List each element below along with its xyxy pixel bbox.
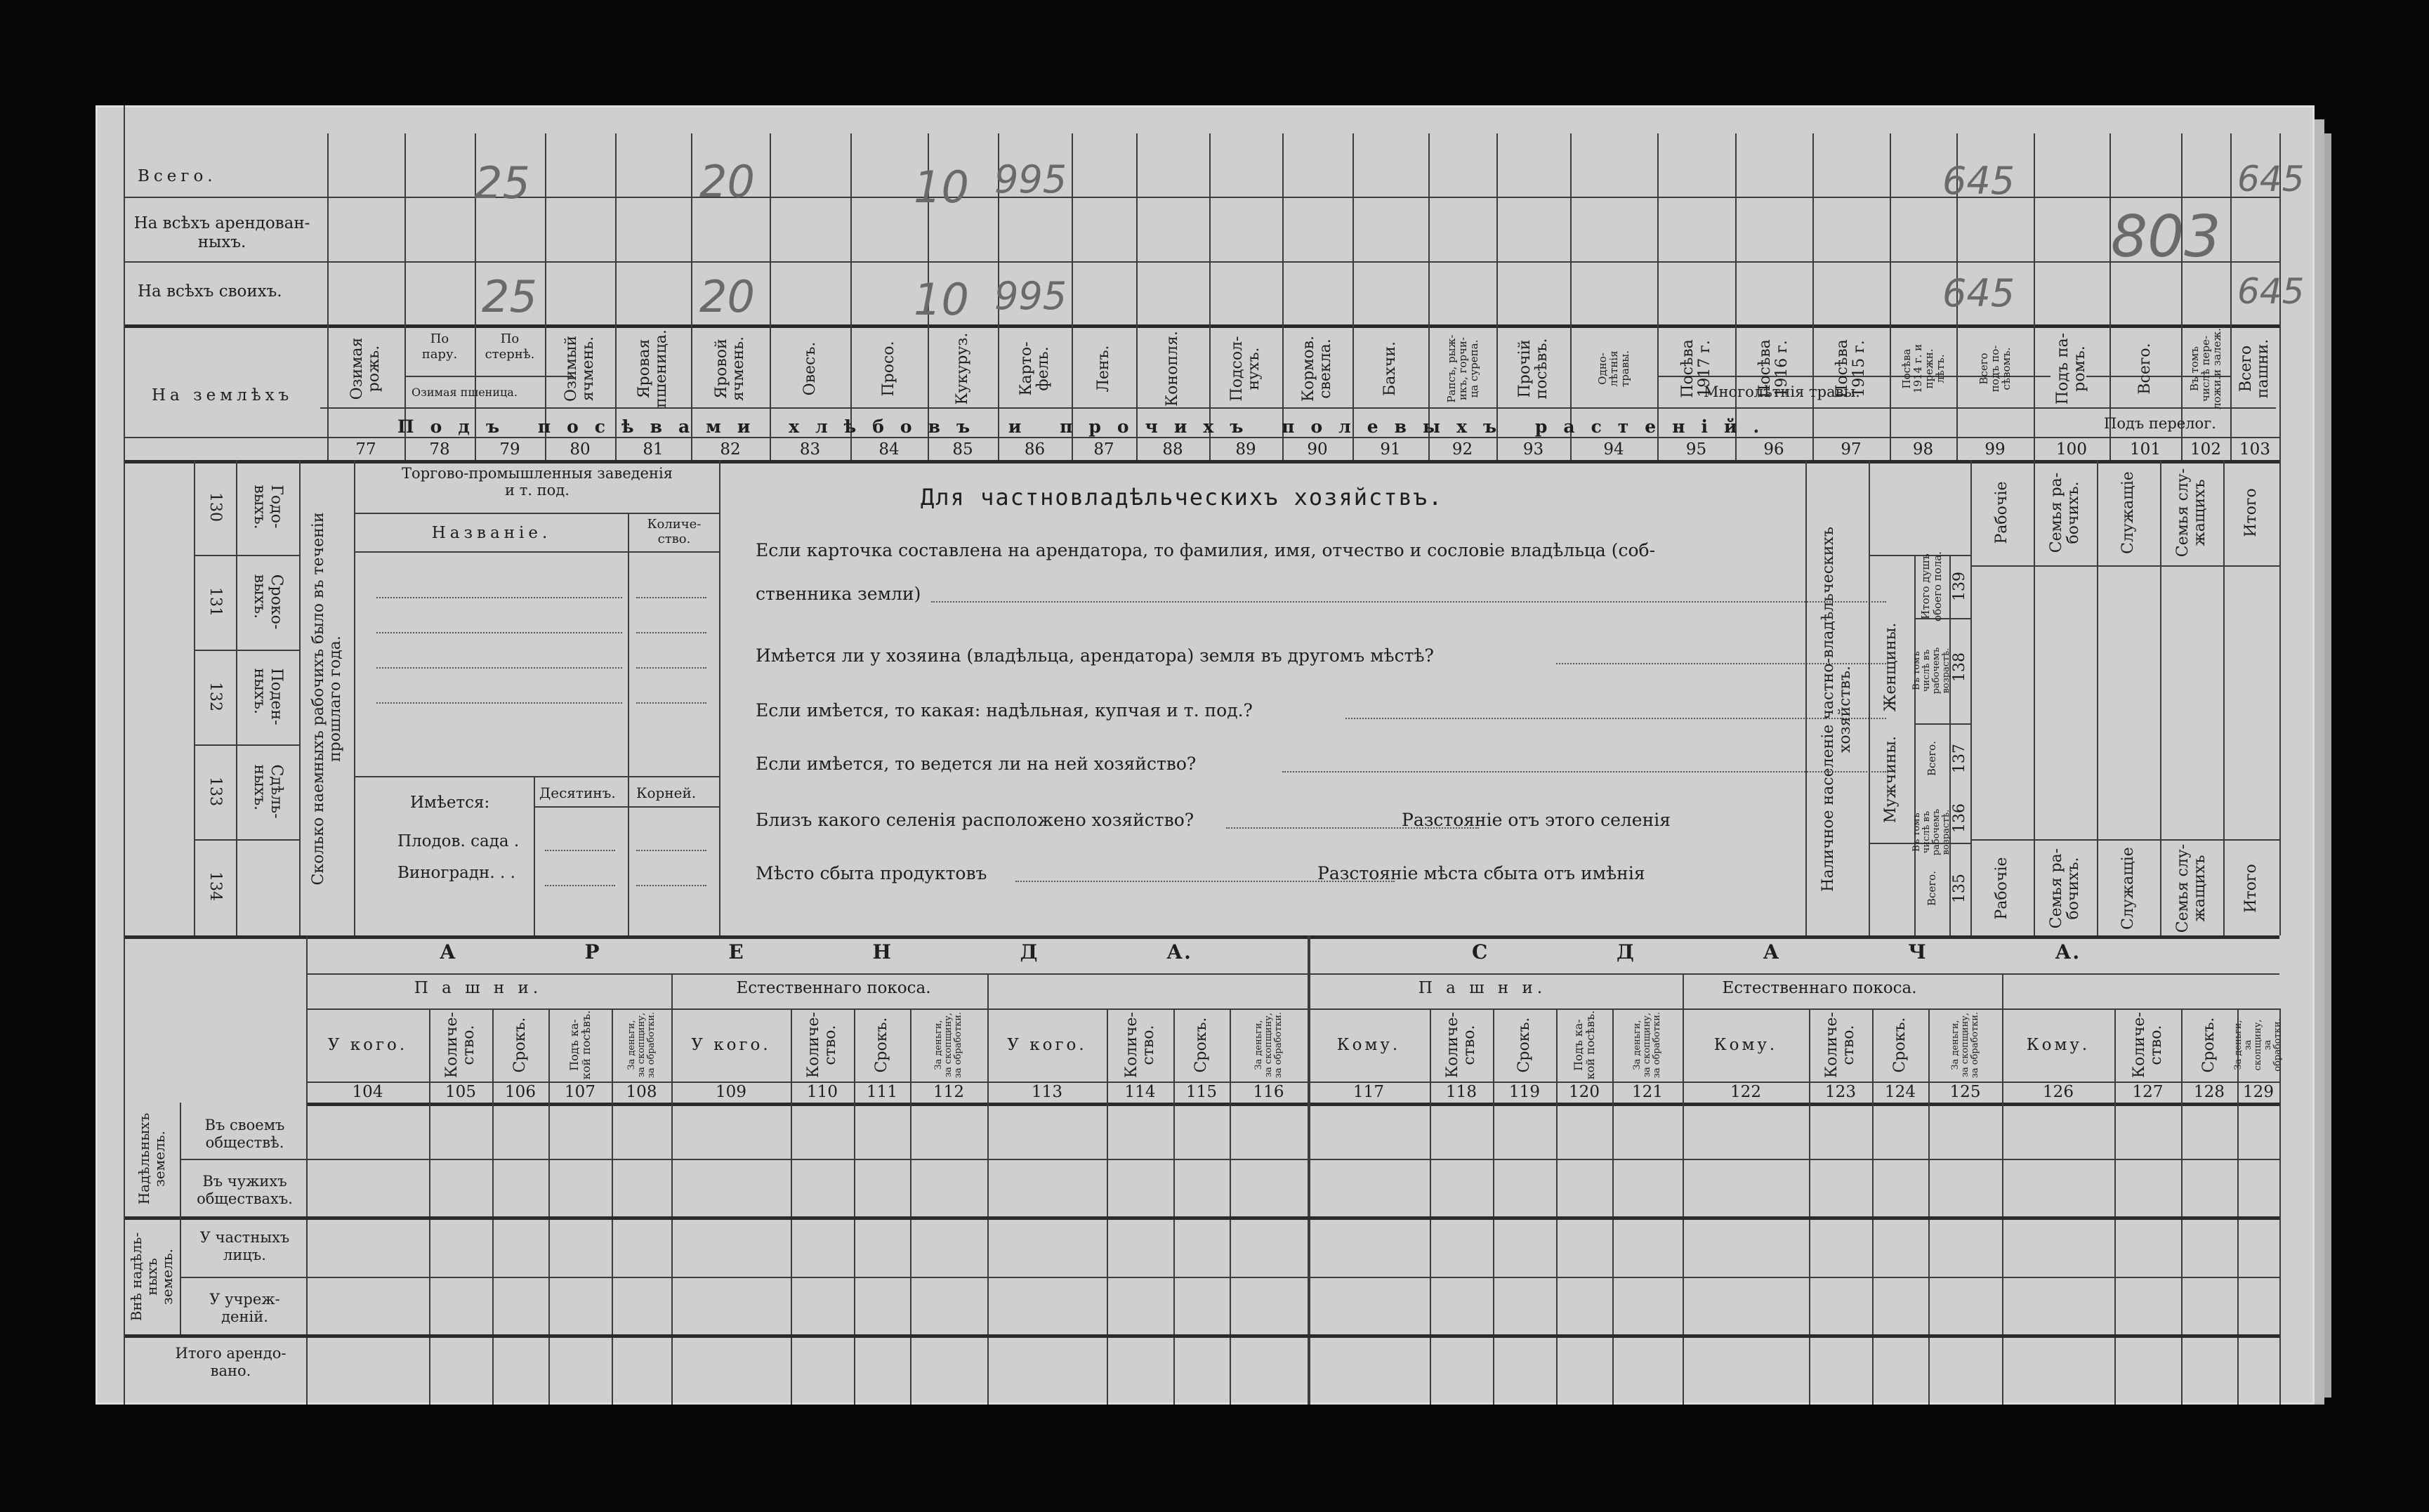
lease-col-label: За деньги, за скопщину, за обработки. — [2233, 1018, 2283, 1072]
sowing-col-num: 92 — [1452, 440, 1473, 459]
sowing-col-num: 84 — [878, 440, 900, 459]
sowing-col-num: 86 — [1024, 440, 1046, 459]
trade-orchards: Плодов. сада . — [397, 832, 520, 850]
lease-row-label: Въ своемъ обществѣ. — [204, 1117, 285, 1151]
lease-col-num: 121 — [1632, 1083, 1663, 1101]
private-q1: Если карточка составлена на арендатора, то фамилия, имя, отчество и сословіе владѣльца (соб- — [756, 540, 1656, 560]
hired-row-label: Сроко- выхъ. — [251, 574, 285, 630]
sowing-col-label: Всего. — [2136, 343, 2154, 395]
hired-row-label: Сдѣль- ныхъ. — [251, 764, 285, 819]
lease-col-num: 108 — [626, 1083, 657, 1101]
pop-w-total: Всего. — [1926, 741, 1938, 776]
trade-has-label: Имѣется: — [410, 794, 490, 812]
hw-own-81: 20 — [699, 271, 755, 322]
lease-col-label: У кого. — [691, 1036, 771, 1054]
lease-col-label: Кому. — [1713, 1036, 1778, 1054]
lease-row-label: У учреж- деній. — [209, 1291, 280, 1325]
row-label-own: На всѣхъ своихъ. — [138, 282, 282, 301]
private-farms-title: Для частновладѣльческихъ хозяйствъ. — [921, 484, 1444, 511]
sowing-col-num: 95 — [1685, 440, 1707, 459]
hw-own-85: 10 — [914, 274, 969, 325]
sowing-col-label: Одно- лѣтнiя травы. — [1596, 350, 1631, 387]
sowing-col-num: 89 — [1235, 440, 1256, 459]
sowing-col-label: Прочiй посѣвъ. — [1515, 338, 1551, 400]
hw-rented-101: 803 — [2111, 204, 2221, 270]
pop-cat-top: Служащiе — [2119, 471, 2137, 554]
pod-perelog: Подъ перелог. — [2104, 415, 2216, 432]
sowing-col-label: Посѣва 1915 г. — [1834, 339, 1868, 398]
hired-row-num: 133 — [206, 777, 224, 806]
lease-col-label: Подъ ка- кой посѣвъ. — [1572, 1010, 1597, 1080]
sowing-col-label: Посѣва 1914 г. и прежн. лѣтъ. — [1900, 343, 1947, 394]
pop-cat-bottom: Итого — [2242, 864, 2260, 913]
group-non-nadel: Внѣ надѣль- ныхъ земель. — [128, 1232, 176, 1322]
hw-own-103: 645 — [2237, 271, 2305, 312]
sowing-col-label: Подсол- нухъ. — [1228, 336, 1263, 402]
private-q6: Мѣсто сбыта продуктовъ — [756, 863, 987, 883]
hw-own-79: 25 — [482, 271, 537, 322]
lease-col-num: 105 — [445, 1083, 476, 1101]
sowing-col-num: 90 — [1307, 440, 1328, 459]
group-nadel: Надѣльныхъ земель. — [136, 1112, 168, 1205]
sowing-col-label: Озимая рожь. — [348, 337, 383, 400]
sowing-col-label: Кукуруз. — [954, 332, 971, 405]
lease-col-num: 124 — [1885, 1083, 1916, 1101]
lease-col-num: 112 — [933, 1083, 964, 1101]
private-q1b: ственника земли) — [756, 584, 921, 604]
trade-qty-col: Количе- ство. — [647, 517, 702, 546]
trade-vineyards: Виноградн. . . — [397, 864, 515, 882]
lease-col-label: Количе- ство. — [1444, 1012, 1478, 1078]
lease-col-label: Срокъ. — [511, 1017, 529, 1073]
lease-col-label: Кому. — [2026, 1036, 2091, 1054]
sowing-col-num: 100 — [2056, 440, 2087, 459]
lease-col-num: 110 — [807, 1083, 838, 1101]
lease-col-num: 117 — [1353, 1083, 1384, 1101]
ozimaya-pshenitsa: Озимая пшеница. — [412, 386, 518, 399]
lease-col-label: Кому. — [1336, 1036, 1401, 1054]
lease-col-label: Количе- ство. — [1823, 1012, 1857, 1078]
lease-col-label: Срокъ. — [1192, 1017, 1210, 1073]
pop-num138: 138 — [1951, 652, 1968, 682]
sowing-col-num: 98 — [1912, 440, 1934, 459]
trade-desyatin: Десятинъ. — [539, 784, 616, 801]
arenda-pokos: Естественнаго покоса. — [736, 979, 931, 997]
private-q2: Имѣется ли у хозяина (владѣльца, арендатора) земля въ другомъ мѣстѣ? — [756, 645, 1434, 666]
hired-row-label: Поден- ныхъ. — [251, 668, 285, 725]
population-side-label: Наличное населеніе частно-владѣльческихъ хозяйствъ. — [1819, 527, 1854, 892]
sowing-col-num: 80 — [570, 440, 591, 459]
sowing-col-num: 85 — [952, 440, 973, 459]
sowing-col-num: 87 — [1093, 440, 1114, 459]
sowing-col-num: 91 — [1380, 440, 1401, 459]
sowing-col-num: 81 — [643, 440, 664, 459]
sowing-col-label: Конопля. — [1164, 331, 1181, 407]
hw-total-99: 645 — [1942, 159, 2015, 203]
arenda-title: А Р Е Н Д А. — [440, 940, 1192, 964]
hired-row-num: 130 — [206, 492, 224, 522]
lease-col-num: 109 — [716, 1083, 746, 1101]
hw-total-79: 25 — [475, 157, 530, 209]
trade-name-col: Названіе. — [431, 524, 552, 542]
sowing-col-num: 102 — [2190, 440, 2221, 459]
lease-col-num: 119 — [1509, 1083, 1540, 1101]
sowing-col-num: 103 — [2239, 440, 2270, 459]
lease-col-label: Количе- ство. — [2130, 1012, 2165, 1078]
pop-m-total: Всего. — [1926, 871, 1938, 906]
lease-col-num: 122 — [1730, 1083, 1761, 1101]
pop-cat-top: Семья слу- жащихъ — [2174, 468, 2209, 558]
sowing-col-num: 99 — [1984, 440, 2006, 459]
pop-cat-top: Итого — [2242, 488, 2260, 537]
sowing-col-label: Яровой ячмень. — [713, 336, 747, 402]
sowing-col-label: Всего подъ по- сѣвомъ. — [1977, 345, 2013, 393]
private-q5b: Разстояніе отъ этого селенія — [1402, 810, 1671, 830]
hw-total-85: 10 — [914, 162, 969, 213]
sowing-col-num: 101 — [2130, 440, 2161, 459]
sowing-col-label: Посѣва 1917 г. — [1678, 339, 1713, 398]
hired-row-num: 131 — [206, 587, 224, 617]
private-q6b: Разстояніе мѣста сбыта отъ имѣнія — [1317, 863, 1645, 883]
sowing-col-label: Ленъ. — [1095, 345, 1112, 393]
lease-col-num: 107 — [565, 1083, 595, 1101]
sowing-band: Подъ посѣвами хлѣбовъ и прочихъ полевыхъ растеній. — [397, 416, 1776, 437]
lease-col-num: 113 — [1032, 1083, 1062, 1101]
lease-col-label: Количе- ство. — [805, 1012, 839, 1078]
pop-num137: 137 — [1951, 744, 1968, 773]
sdacha-pokos: Естественнаго покоса. — [1722, 979, 1917, 997]
sowing-col-num: 77 — [355, 440, 376, 459]
sowing-col-num: 79 — [499, 440, 520, 459]
pop-m-incl: Въ томъ числѣ въ рабочемъ возрастѣ. — [1911, 808, 1951, 856]
lease-col-label: У кого. — [1007, 1036, 1087, 1054]
row-label-total: Всего. — [138, 167, 217, 185]
pop-men: Мужчины. — [1882, 735, 1900, 824]
hw-own-99: 645 — [1942, 271, 2015, 315]
lease-col-label: Срокъ. — [1515, 1017, 1533, 1073]
lease-col-num: 114 — [1124, 1083, 1156, 1101]
lease-row-label: Итого арендо- вано. — [175, 1345, 287, 1379]
arenda-pashni: П а ш н и. — [414, 979, 543, 997]
hw-total-103: 645 — [2237, 159, 2305, 199]
hired-row-num: 132 — [206, 682, 224, 711]
sowing-col-label: Посѣва 1916 г. — [1756, 339, 1791, 398]
lease-col-num: 116 — [1253, 1083, 1284, 1101]
hw-total-86: 995 — [994, 157, 1067, 202]
hired-row-num: 134 — [206, 872, 224, 901]
sowing-col-label: Кормов. свекла. — [1300, 335, 1334, 402]
lease-row-label: Въ чужихъ обществахъ. — [197, 1173, 293, 1207]
row-label-lands: На землѣхъ — [152, 386, 294, 405]
lease-col-label: За деньги, за скопщину, за обработки. — [626, 1011, 657, 1079]
lease-col-label: За деньги, за скопщину, за обработки. — [1632, 1011, 1662, 1079]
lease-col-num: 106 — [505, 1083, 536, 1101]
sowing-col-num: 97 — [1841, 440, 1862, 459]
row-label-rented: На всѣхъ арендован- ныхъ. — [133, 214, 310, 251]
pop-num136: 136 — [1951, 803, 1968, 833]
sowing-col-label: Озимый ячмень. — [562, 336, 597, 402]
sowing-col-num: 93 — [1522, 440, 1544, 459]
sowing-col-label: По стернѣ. — [485, 331, 535, 362]
sdacha-pashni: П а ш н и. — [1418, 979, 1547, 997]
lease-col-num: 115 — [1186, 1083, 1217, 1101]
pop-cat-bottom: Семья слу- жащихъ — [2174, 843, 2209, 933]
hired-side-label: Сколько наемныхъ рабочихъ было въ теченiи прошлаго года. — [310, 512, 344, 886]
lease-col-label: За деньги, за скопщину, за обработки. — [933, 1011, 963, 1079]
lease-row-label: У частныхъ лицъ. — [199, 1229, 290, 1263]
lease-col-num: 120 — [1569, 1083, 1600, 1101]
pop-cat-top: Семья ра- бочихъ. — [2048, 472, 2082, 553]
lease-col-label: Количе- ство. — [443, 1012, 478, 1078]
pop-itogo-dush: Итого душъ обоего пола. — [1919, 551, 1944, 622]
sowing-col-label: Подъ па- ромъ. — [2054, 332, 2088, 405]
sowing-col-label: Всего пашни. — [2237, 338, 2272, 399]
lease-col-num: 111 — [867, 1083, 897, 1101]
sowing-col-label: Овесъ. — [801, 341, 819, 396]
pop-num135: 135 — [1951, 874, 1968, 903]
private-q3: Если имѣется, то какая: надѣльная, купчая и т. под.? — [756, 700, 1253, 721]
lease-col-label: Срокъ. — [1891, 1017, 1909, 1073]
hired-row-label: Годо- выхъ. — [251, 485, 285, 530]
lease-col-label: Срокъ. — [2200, 1017, 2218, 1073]
trade-title: Торгово-промышленныя заведенія и т. под. — [402, 465, 673, 499]
private-q5: Близъ какого селенія расположено хозяйство? — [756, 810, 1194, 830]
lease-col-label: За деньги, за скопщину, за обработки. — [1253, 1011, 1284, 1079]
lease-col-num: 127 — [2132, 1083, 2164, 1101]
trade-korney: Корней. — [636, 784, 697, 801]
lease-col-label: Подъ ка- кой посѣвъ. — [567, 1010, 593, 1080]
pop-cat-bottom: Семья ра- бочихъ. — [2048, 848, 2082, 929]
lease-col-num: 129 — [2243, 1083, 2274, 1101]
lease-col-label: За деньги, за скопщину, за обработки. — [1949, 1011, 1980, 1079]
pop-cat-bottom: Рабочiе — [1993, 857, 2010, 920]
sowing-col-num: 94 — [1603, 440, 1624, 459]
lease-col-num: 123 — [1825, 1083, 1856, 1101]
sowing-col-num: 78 — [429, 440, 450, 459]
sowing-col-label: По пару. — [421, 331, 458, 362]
sdacha-title: С Д А Ч А. — [1472, 940, 2081, 964]
lease-col-label: Срокъ. — [873, 1017, 890, 1073]
sowing-col-label: Бахчи. — [1381, 341, 1399, 396]
sowing-col-num: 82 — [720, 440, 741, 459]
pop-cat-top: Рабочiе — [1993, 481, 2010, 544]
pop-cat-bottom: Служащiе — [2119, 847, 2137, 930]
sowing-col-label: Просо. — [880, 341, 897, 397]
pop-num139: 139 — [1951, 572, 1968, 601]
sowing-col-num: 83 — [799, 440, 821, 459]
lease-col-num: 104 — [352, 1083, 383, 1101]
mnogoletnie-travy: Многолѣтнія травы. — [1704, 383, 1860, 400]
lease-col-label: Количе- ство. — [1122, 1012, 1157, 1078]
pop-w-incl: Въ томъ числѣ въ рабочемъ возрастѣ. — [1911, 647, 1951, 695]
sowing-col-num: 96 — [1763, 440, 1784, 459]
lease-col-num: 128 — [2194, 1083, 2225, 1101]
sowing-col-label: Въ томъ числѣ пере- ложи.и залеж. — [2188, 328, 2223, 409]
hw-total-82: 20 — [699, 156, 755, 207]
sowing-col-label: Рапсъ, рыж- икъ, горчи- ца сурепа. — [1444, 334, 1480, 403]
lease-col-label: У кого. — [327, 1036, 408, 1054]
private-q4: Если имѣется, то ведется ли на ней хозяйство? — [756, 754, 1197, 774]
hw-own-86: 995 — [994, 274, 1067, 318]
lease-col-num: 118 — [1446, 1083, 1477, 1101]
census-card — [96, 105, 2315, 1405]
lease-col-num: 125 — [1949, 1083, 1981, 1101]
sowing-col-label: Карто- фель. — [1017, 341, 1052, 396]
pop-women: Женщины. — [1882, 622, 1900, 712]
lease-col-num: 126 — [2043, 1083, 2074, 1101]
sowing-col-num: 88 — [1162, 440, 1183, 459]
sowing-col-label: Яровая пшеница. — [636, 329, 670, 408]
